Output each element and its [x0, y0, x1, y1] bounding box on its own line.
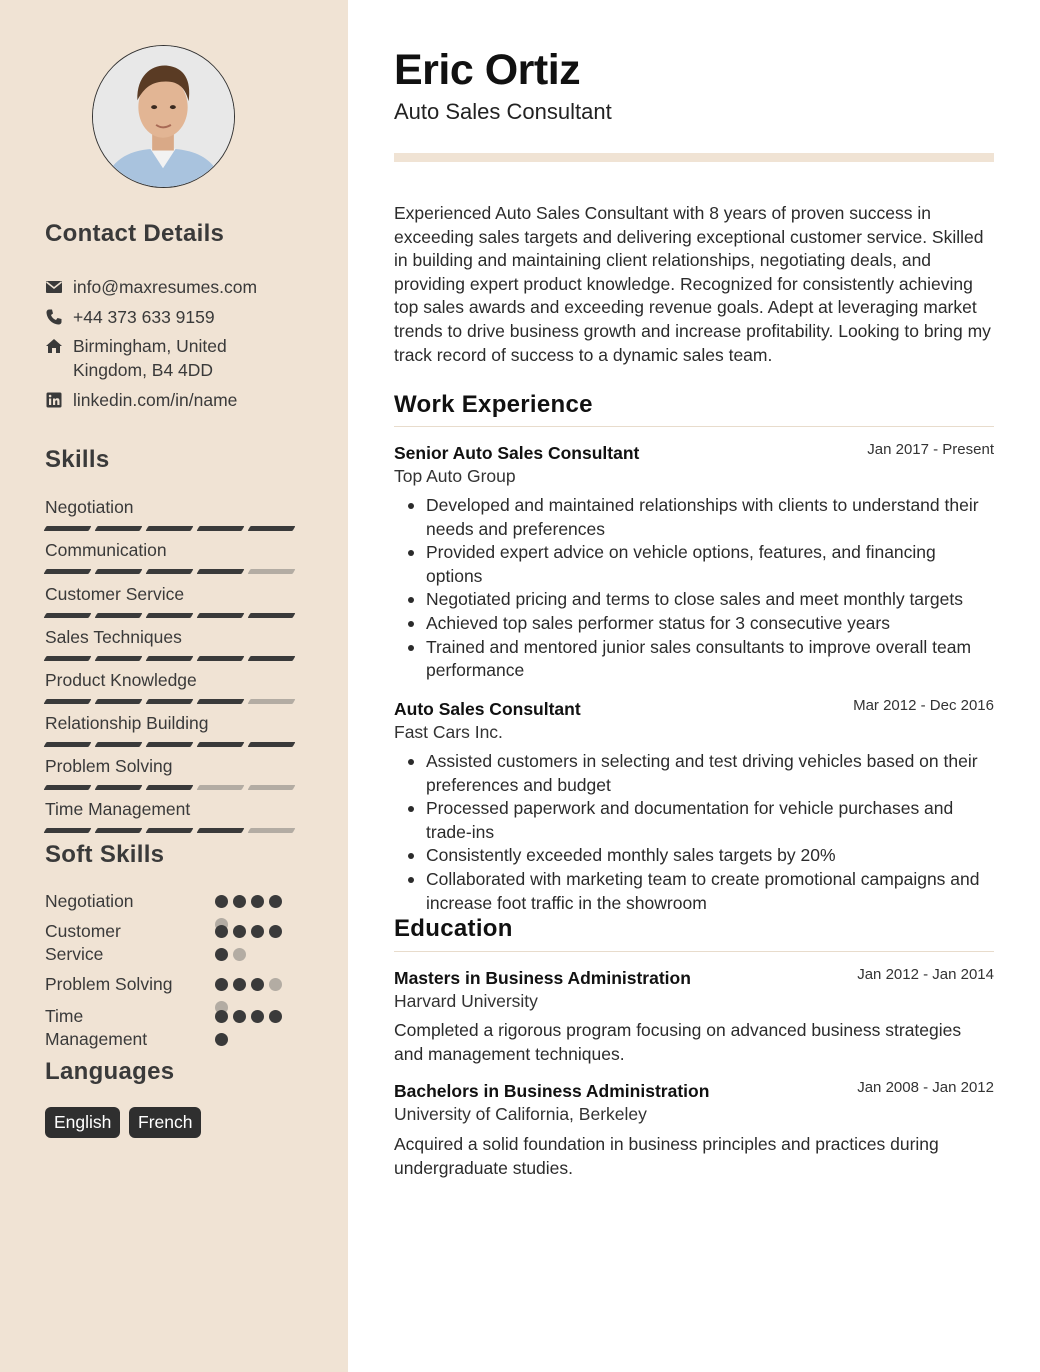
skill-segment-filled — [197, 828, 245, 833]
email-text[interactable]: info@maxresumes.com — [73, 277, 258, 297]
skill-item — [45, 496, 305, 531]
education-heading: Education — [394, 915, 513, 942]
skill-segment-filled — [146, 742, 194, 747]
school-name: Harvard University — [394, 991, 538, 1011]
degree-dates: Jan 2008 - Jan 2012 — [857, 1079, 994, 1096]
soft-skill-name — [45, 890, 195, 913]
skill-segment-filled — [95, 785, 143, 790]
skill-segment-filled — [146, 785, 194, 790]
degree-title: Bachelors in Business Administration — [394, 1081, 710, 1101]
phone-text[interactable]: +44 373 633 9159 — [73, 307, 215, 327]
skill-name: Time Management — [45, 799, 191, 819]
candidate-name: Eric Ortiz — [394, 46, 581, 94]
rating-dot-empty — [233, 948, 246, 961]
skill-segment-filled — [44, 785, 92, 790]
contact-address — [45, 334, 335, 382]
soft-skill-item — [45, 920, 305, 966]
skill-segment-filled — [146, 699, 194, 704]
rating-dot-filled — [215, 978, 228, 991]
skill-segment-filled — [197, 742, 245, 747]
rating-dot-filled — [251, 925, 264, 938]
skill-segment-filled — [44, 613, 92, 618]
skill-segment-filled — [197, 526, 245, 531]
skill-segment-filled — [146, 526, 194, 531]
skill-level-bar — [45, 613, 305, 618]
skill-level-bar — [45, 785, 305, 790]
job-bullet: Achieved top sales performer status for 3 consecutive years — [394, 612, 994, 636]
skill-level-bar — [45, 828, 305, 833]
skill-segment-filled — [197, 656, 245, 661]
soft-skills-heading: Soft Skills — [45, 841, 165, 868]
job-dates: Mar 2012 - Dec 2016 — [853, 697, 994, 714]
summary-text: Experienced Auto Sales Consultant with 8 years of proven success in exceeding sales targets and delivering exceptional customer service. Skilled in building and maintaining client relationships, negotiating deals, and providing expert product knowledge. Recognized for consistently achieving top sales awards and exceeding revenue goals. Adept at leveraging market trends to drive business growth and increase profitability. Looking to bring my track record of success to a dynamic sales team. — [394, 203, 991, 365]
address-line-2: Kingdom, B4 4DD — [73, 360, 214, 380]
degree-title: Masters in Business Administration — [394, 968, 691, 988]
skill-level-bar — [45, 526, 305, 531]
job-bullets — [394, 494, 994, 683]
skill-level-bar — [45, 656, 305, 661]
skill-segment-empty — [197, 785, 245, 790]
rating-dot-filled — [215, 925, 228, 938]
degree-description: Completed a rigorous program focusing on advanced business strategies and management techniques. — [394, 1020, 962, 1064]
skill-segment-filled — [95, 699, 143, 704]
skill-segment-empty — [248, 699, 296, 704]
skill-segment-filled — [95, 828, 143, 833]
education-divider — [394, 951, 994, 952]
soft-skill-name-line: Service — [45, 944, 104, 964]
job-company: Fast Cars Inc. — [394, 722, 503, 742]
skill-segment-filled — [146, 613, 194, 618]
skill-item — [45, 583, 305, 618]
linkedin-text[interactable]: linkedin.com/in/name — [73, 390, 238, 410]
contact-linkedin[interactable] — [45, 388, 335, 412]
soft-skill-name — [45, 1005, 195, 1051]
skill-segment-empty — [248, 828, 296, 833]
skill-item — [45, 539, 305, 574]
skill-segment-filled — [248, 613, 296, 618]
skill-segment-filled — [95, 526, 143, 531]
degree-dates: Jan 2012 - Jan 2014 — [857, 966, 994, 983]
linkedin-icon — [45, 391, 63, 409]
skill-segment-filled — [146, 656, 194, 661]
language-badge-english: English — [45, 1107, 120, 1138]
address-line-1: Birmingham, United — [73, 336, 227, 356]
work-experience-divider — [394, 426, 994, 427]
soft-skill-item — [45, 890, 305, 913]
job-dates: Jan 2017 - Present — [867, 441, 994, 458]
soft-skill-name-line: Customer — [45, 921, 121, 941]
skill-segment-filled — [248, 742, 296, 747]
job-bullet: Developed and maintained relationships with clients to understand their needs and preferences — [394, 494, 994, 541]
soft-skill-name-line: Negotiation — [45, 891, 134, 911]
skill-segment-filled — [248, 656, 296, 661]
rating-dot-filled — [269, 1010, 282, 1023]
job-bullet: Collaborated with marketing team to create promotional campaigns and increase foot traffic in the showroom — [394, 868, 994, 915]
skill-name: Customer Service — [45, 584, 185, 604]
soft-skill-name-line: Problem Solving — [45, 974, 173, 994]
skill-segment-empty — [248, 785, 296, 790]
envelope-icon — [45, 278, 63, 296]
skill-segment-filled — [197, 699, 245, 704]
rating-dot-filled — [269, 895, 282, 908]
contact-email[interactable] — [45, 275, 335, 299]
skill-segment-filled — [44, 699, 92, 704]
skill-segment-empty — [248, 569, 296, 574]
skill-segment-filled — [44, 656, 92, 661]
school-name: University of California, Berkeley — [394, 1104, 647, 1124]
rating-dot-filled — [233, 1010, 246, 1023]
skill-segment-filled — [95, 613, 143, 618]
rating-dot-filled — [251, 978, 264, 991]
language-badge-french: French — [129, 1107, 201, 1138]
rating-dot-filled — [251, 895, 264, 908]
soft-skill-name-line: Time — [45, 1006, 84, 1026]
job-title: Senior Auto Sales Consultant — [394, 443, 640, 463]
job-bullet: Consistently exceeded monthly sales targets by 20% — [394, 844, 994, 868]
rating-dot-filled — [215, 1010, 228, 1023]
skill-name: Sales Techniques — [45, 627, 182, 647]
rating-dot-filled — [233, 925, 246, 938]
rating-dot-filled — [215, 948, 228, 961]
soft-skill-item — [45, 973, 305, 996]
skill-segment-filled — [95, 569, 143, 574]
skill-segment-filled — [44, 742, 92, 747]
contact-phone[interactable] — [45, 305, 335, 329]
person-portrait-icon — [93, 46, 234, 187]
skill-item — [45, 755, 305, 790]
skills-heading: Skills — [45, 446, 110, 473]
rating-dot-filled — [215, 1033, 228, 1046]
skill-segment-filled — [44, 526, 92, 531]
rating-dot-filled — [251, 1010, 264, 1023]
candidate-title: Auto Sales Consultant — [394, 99, 612, 124]
skill-segment-filled — [197, 569, 245, 574]
skill-segment-filled — [95, 742, 143, 747]
skill-segment-filled — [146, 569, 194, 574]
job-title: Auto Sales Consultant — [394, 699, 581, 719]
soft-skill-name-line: Management — [45, 1029, 148, 1049]
skill-name: Product Knowledge — [45, 670, 197, 690]
skill-name: Communication — [45, 540, 167, 560]
work-experience-heading: Work Experience — [394, 391, 593, 418]
skill-item — [45, 798, 305, 833]
skill-segment-filled — [197, 613, 245, 618]
skill-level-bar — [45, 569, 305, 574]
soft-skill-name — [45, 973, 195, 996]
job-company: Top Auto Group — [394, 466, 516, 486]
skill-segment-filled — [248, 526, 296, 531]
header-divider — [394, 153, 994, 162]
job-bullet: Assisted customers in selecting and test driving vehicles based on their preferences and budget — [394, 750, 994, 797]
job-bullets — [394, 750, 994, 915]
job-bullet: Provided expert advice on vehicle options, features, and financing options — [394, 541, 994, 588]
skill-segment-filled — [146, 828, 194, 833]
profile-photo — [92, 45, 235, 188]
rating-dot-filled — [233, 978, 246, 991]
rating-dot-filled — [215, 895, 228, 908]
skill-segment-filled — [44, 569, 92, 574]
skill-segment-filled — [95, 656, 143, 661]
job-bullet: Trained and mentored junior sales consultants to improve overall team performance — [394, 636, 994, 683]
skill-item — [45, 712, 305, 747]
contact-heading: Contact Details — [45, 220, 225, 247]
languages-heading: Languages — [45, 1058, 175, 1085]
rating-dot-filled — [269, 925, 282, 938]
skill-name: Problem Solving — [45, 756, 173, 776]
home-icon — [45, 337, 63, 355]
skill-item — [45, 669, 305, 704]
rating-dot-filled — [233, 895, 246, 908]
skill-level-bar — [45, 742, 305, 747]
skill-name: Negotiation — [45, 497, 134, 517]
skill-item — [45, 626, 305, 661]
soft-skill-item — [45, 1005, 305, 1051]
skill-name: Relationship Building — [45, 713, 209, 733]
job-bullet: Processed paperwork and documentation for vehicle purchases and trade-ins — [394, 797, 994, 844]
job-bullet: Negotiated pricing and terms to close sales and meet monthly targets — [394, 588, 994, 612]
skill-level-bar — [45, 699, 305, 704]
rating-dot-empty — [269, 978, 282, 991]
soft-skill-name — [45, 920, 195, 966]
skill-segment-filled — [44, 828, 92, 833]
phone-icon — [45, 308, 63, 326]
degree-description: Acquired a solid foundation in business principles and practices during undergraduate studies. — [394, 1134, 939, 1178]
